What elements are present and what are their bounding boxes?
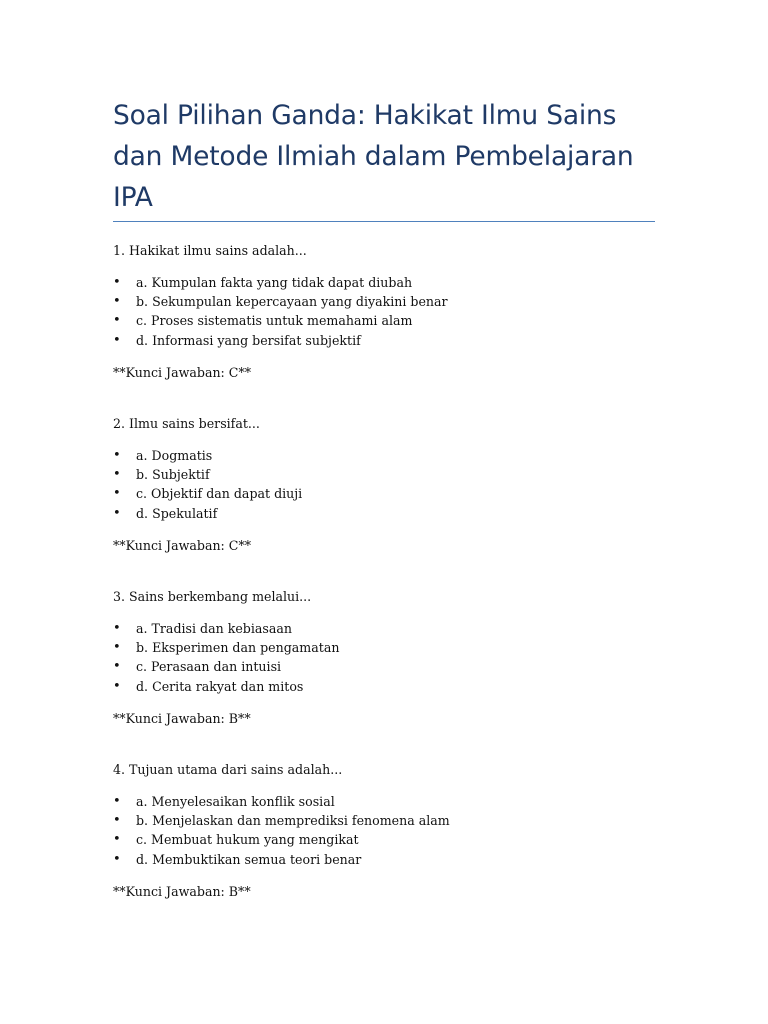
option-label: c. Objektif dan dapat diuji [136,486,303,502]
option-label: c. Perasaan dan intuisi [136,659,282,675]
bullet-dot-icon: • [113,678,121,694]
option-item [113,657,673,676]
option-label: b. Subjektif [136,467,210,483]
question-2 [113,414,673,587]
option-item [113,273,673,292]
option-item [113,638,673,657]
option-label: a. Dogmatis [136,448,213,463]
option-label: a. Tradisi dan kebiasaan [136,621,292,636]
option-item [113,850,673,869]
option-label: b. Eksperimen dan pengamatan [136,640,340,656]
answer-key: **Kunci Jawaban: B** [113,710,251,726]
option-item [113,465,673,484]
option-label: c. Membuat hukum yang mengikat [136,832,359,848]
question-4 [113,760,673,933]
bullet-dot-icon: • [113,275,121,290]
option-item [113,504,673,523]
bullet-dot-icon: • [113,332,121,348]
question-text: 2. Ilmu sains bersifat... [113,416,260,431]
option-item [113,792,673,811]
option-item [113,677,673,696]
option-label: a. Menyelesaikan konflik sosial [136,794,335,809]
bullet-dot-icon: • [113,794,121,809]
option-item [113,292,673,311]
option-list [113,273,673,350]
option-label: a. Kumpulan fakta yang tidak dapat diubah [136,275,413,290]
option-list [113,792,673,869]
question-text: 3. Sains berkembang melalui... [113,589,312,604]
bullet-dot-icon: • [113,467,121,483]
option-label: b. Menjelaskan dan memprediksi fenomena alam [136,813,450,829]
option-label: c. Proses sistematis untuk memahami alam [136,313,413,329]
answer-key: **Kunci Jawaban: B** [113,883,251,899]
bullet-dot-icon: • [113,505,121,521]
option-label: d. Spekulatif [136,505,218,521]
option-item [113,811,673,830]
bullet-dot-icon: • [113,486,121,502]
title-divider [113,221,655,222]
bullet-dot-icon: • [113,813,121,829]
option-label: d. Informasi yang bersifat subjektif [136,332,361,348]
option-item [113,331,673,350]
question-1 [113,241,673,414]
option-label: d. Membuktikan semua teori benar [136,851,362,867]
option-item [113,311,673,330]
option-item [113,830,673,849]
bullet-dot-icon: • [113,851,121,867]
bullet-dot-icon: • [113,640,121,656]
question-text: 1. Hakikat ilmu sains adalah... [113,243,307,258]
bullet-dot-icon: • [113,832,121,848]
option-label: d. Cerita rakyat dan mitos [136,678,304,694]
option-item [113,619,673,638]
option-label: b. Sekumpulan kepercayaan yang diyakini benar [136,294,448,310]
option-list [113,619,673,696]
option-item [113,446,673,465]
question-text: 4. Tujuan utama dari sains adalah... [113,762,343,777]
bullet-dot-icon: • [113,621,121,636]
answer-key: **Kunci Jawaban: C** [113,364,252,380]
question-3 [113,587,673,760]
bullet-dot-icon: • [113,294,121,310]
bullet-dot-icon: • [113,659,121,675]
option-list [113,446,673,523]
document-title: Soal Pilihan Ganda: Hakikat Ilmu Sains dan Metode Ilmiah dalam Pembelajaran IPA [113,100,634,213]
answer-key: **Kunci Jawaban: C** [113,537,252,553]
bullet-dot-icon: • [113,313,121,329]
bullet-dot-icon: • [113,448,121,463]
question-list [113,241,673,933]
option-item [113,484,673,503]
